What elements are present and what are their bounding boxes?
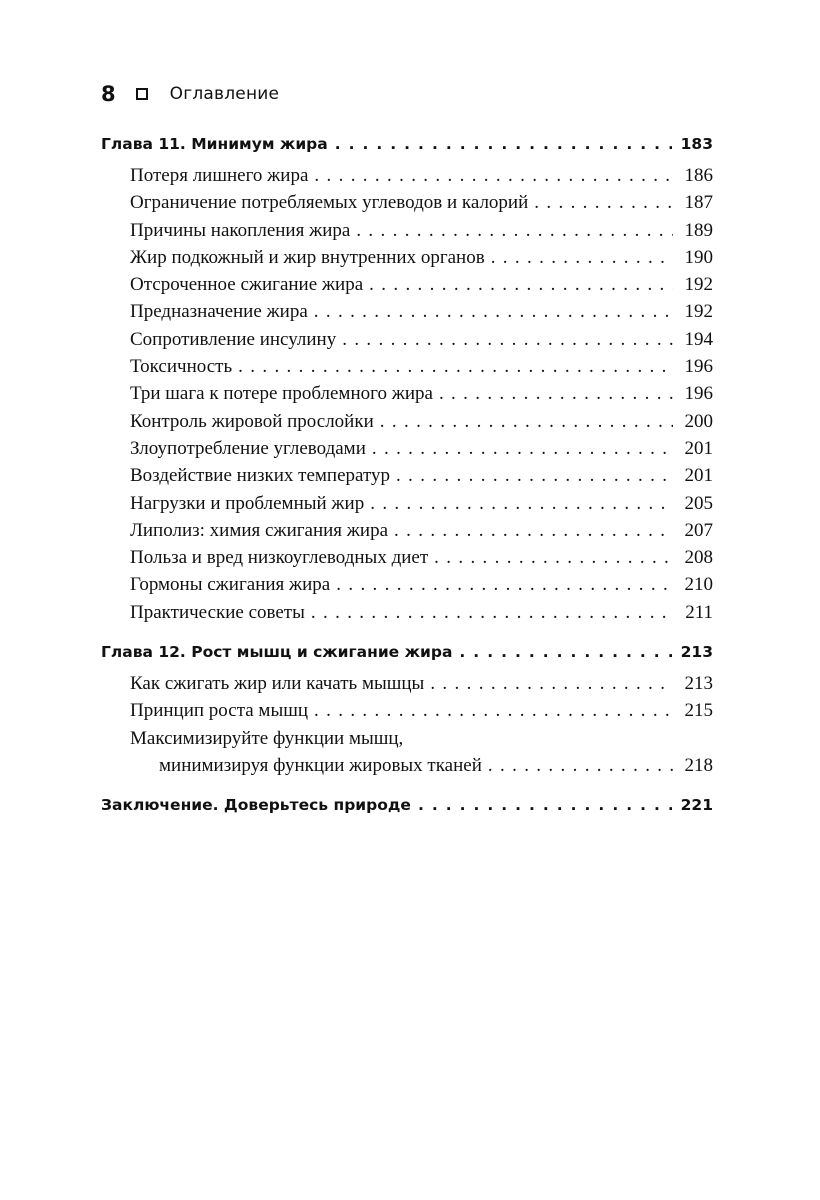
toc-page-number: 215 xyxy=(684,700,713,722)
toc-section[interactable] xyxy=(101,162,713,189)
leader-dots xyxy=(459,638,672,666)
toc-page-number: 200 xyxy=(684,410,713,432)
toc-section[interactable] xyxy=(101,670,713,697)
toc-page-number: 207 xyxy=(684,519,713,541)
leader-dots xyxy=(238,353,673,380)
toc-entry-title: Жир подкожный и жир внутренних органов xyxy=(130,246,485,268)
toc-section[interactable] xyxy=(101,725,713,752)
leader-dots xyxy=(342,326,673,353)
leader-dots xyxy=(418,791,672,819)
toc-section[interactable] xyxy=(101,462,713,489)
toc-page-number: 213 xyxy=(680,643,713,662)
leader-dots xyxy=(370,490,673,517)
toc-page-number: 194 xyxy=(684,328,713,350)
toc-entry-title: Глава 12. Рост мышц и сжигание жира xyxy=(101,643,453,662)
leader-dots xyxy=(314,697,673,724)
toc-page-number: 201 xyxy=(684,465,713,487)
toc-section[interactable] xyxy=(101,271,713,298)
toc-entry-title: Ограничение потребляемых углеводов и калорий xyxy=(130,192,529,214)
toc-page-number: 208 xyxy=(684,547,713,569)
leader-dots xyxy=(430,670,673,697)
toc-entry-title: Гормоны сжигания жира xyxy=(130,574,331,596)
leader-dots xyxy=(439,380,673,407)
toc-entry-title: Отсроченное сжигание жира xyxy=(130,274,364,296)
toc-section[interactable] xyxy=(101,571,713,598)
leader-dots xyxy=(369,271,673,298)
leader-dots xyxy=(336,571,673,598)
toc-entry-title: Причины накопления жира xyxy=(130,219,351,241)
toc-section[interactable] xyxy=(101,380,713,407)
leader-dots xyxy=(314,298,673,325)
toc-page-number: 183 xyxy=(680,135,713,153)
running-title: Оглавление xyxy=(169,84,280,104)
toc-section[interactable] xyxy=(101,599,713,626)
leader-dots xyxy=(488,752,673,779)
toc-page-number: 186 xyxy=(684,165,713,186)
leader-dots xyxy=(434,544,673,571)
toc-entry-title: Практические советы xyxy=(130,601,305,623)
leader-dots xyxy=(356,217,673,244)
toc-section[interactable] xyxy=(101,217,713,244)
toc-page-number: 187 xyxy=(684,192,713,214)
toc-page-number: 192 xyxy=(684,301,713,323)
toc-chapter[interactable] xyxy=(101,130,713,158)
toc-entry-title: Контроль жировой прослойки xyxy=(130,410,374,432)
toc-section[interactable] xyxy=(101,697,713,724)
toc-section[interactable] xyxy=(101,298,713,325)
toc-page-number: 190 xyxy=(684,246,713,268)
toc-entry-title: Липолиз: химия сжигания жира xyxy=(130,519,389,541)
leader-dots xyxy=(311,599,673,626)
toc-section[interactable] xyxy=(101,517,713,544)
toc-entry-title: Сопротивление инсулину xyxy=(130,328,337,350)
toc-entry-title: Глава 11. Минимум жира xyxy=(101,135,328,153)
toc-page-number: 189 xyxy=(684,219,713,241)
toc-chapter[interactable] xyxy=(101,638,713,666)
page-header xyxy=(101,80,279,108)
toc-entry-title: Принцип роста мышц xyxy=(130,700,309,722)
leader-dots xyxy=(534,189,673,216)
toc-section[interactable] xyxy=(101,408,713,435)
toc-page-number: 196 xyxy=(684,356,713,378)
toc-page-number: 205 xyxy=(684,492,713,514)
leader-dots xyxy=(372,435,673,462)
toc-entry-title: Как сжигать жир или качать мышцы xyxy=(130,673,425,695)
leader-dots xyxy=(394,517,673,544)
toc-section[interactable] xyxy=(101,189,713,216)
toc-page-number: 201 xyxy=(684,437,713,459)
leader-dots xyxy=(491,244,673,271)
toc-entry-title: Потеря лишнего жира xyxy=(130,165,309,186)
toc-entry-title: Токсичность xyxy=(130,356,233,378)
table-of-contents xyxy=(101,130,713,819)
leader-dots xyxy=(380,408,673,435)
toc-chapter[interactable] xyxy=(101,791,713,819)
toc-section[interactable] xyxy=(101,490,713,517)
toc-entry-title: Предназначение жира xyxy=(130,301,308,323)
toc-entry-title: Воздействие низких температур xyxy=(130,465,391,487)
toc-section[interactable] xyxy=(101,353,713,380)
toc-page-number: 213 xyxy=(684,673,713,695)
toc-section[interactable] xyxy=(101,244,713,271)
toc-page-number: 192 xyxy=(684,274,713,296)
toc-entry-title: Злоупотребление углеводами xyxy=(130,437,366,459)
toc-page-number: 221 xyxy=(680,796,713,815)
toc-entry-title: Польза и вред низкоуглеводных диет xyxy=(130,547,429,569)
toc-section[interactable] xyxy=(101,435,713,462)
toc-entry-title: Три шага к потере проблемного жира xyxy=(130,383,433,405)
toc-section[interactable] xyxy=(101,544,713,571)
toc-page-number: 211 xyxy=(685,601,713,623)
page-number: 8 xyxy=(101,82,116,106)
toc-entry-title: Заключение. Доверьтесь природе xyxy=(101,796,411,815)
toc-section-continuation[interactable] xyxy=(101,752,713,779)
toc-page-number: 210 xyxy=(684,574,713,596)
toc-entry-title: минимизируя функции жировых тканей xyxy=(159,754,482,776)
toc-entry-title: Нагрузки и проблемный жир xyxy=(130,492,365,514)
toc-page-number: 196 xyxy=(684,383,713,405)
toc-entry-title: Максимизируйте функции мышц, xyxy=(130,727,404,749)
leader-dots xyxy=(314,162,673,189)
box-icon xyxy=(136,88,148,100)
leader-dots xyxy=(396,462,673,489)
toc-section[interactable] xyxy=(101,326,713,353)
toc-page-number: 218 xyxy=(684,754,713,776)
leader-dots xyxy=(335,130,672,158)
